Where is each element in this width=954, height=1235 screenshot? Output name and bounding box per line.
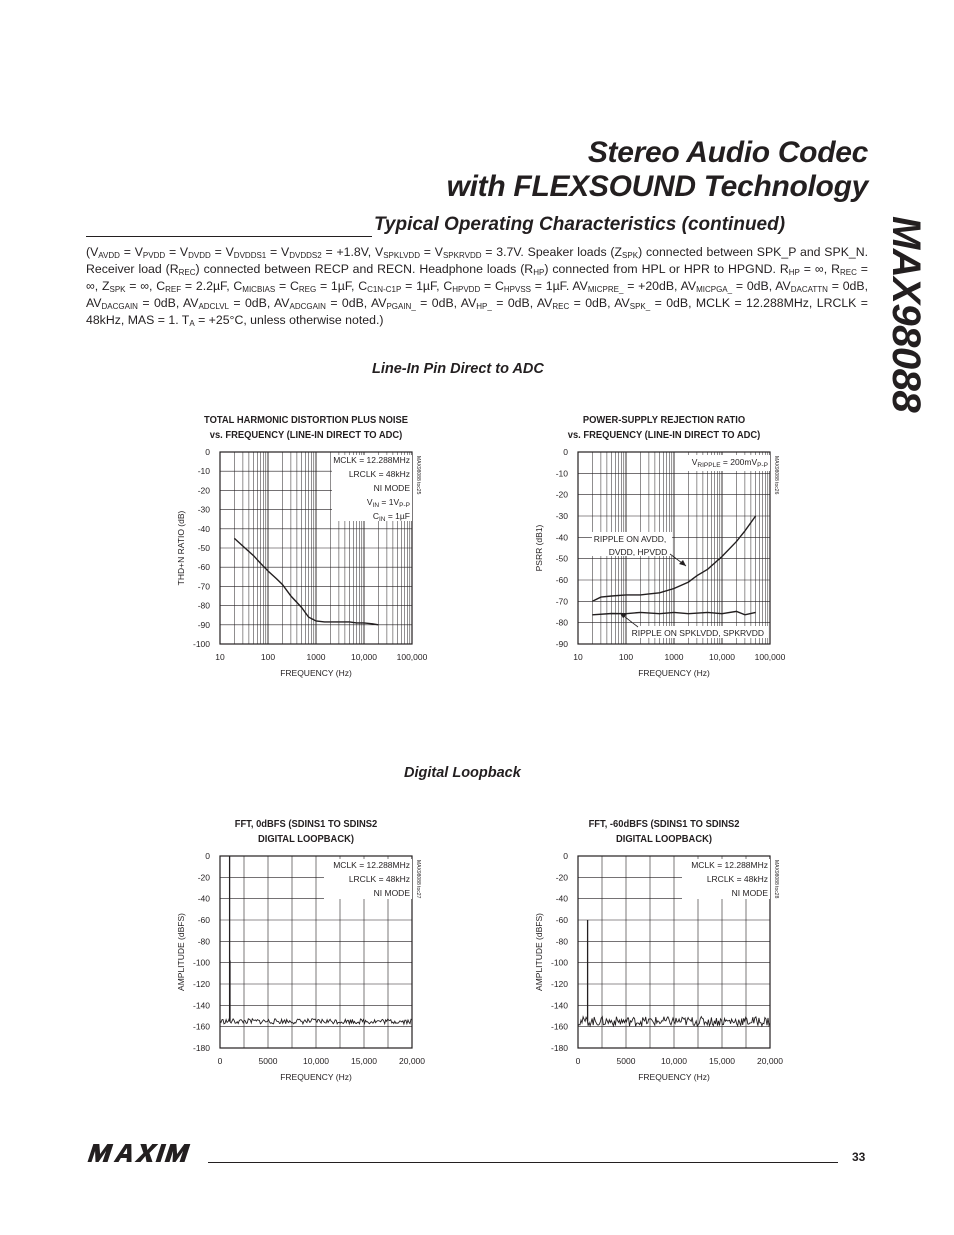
x-tick-label: 10,000 bbox=[661, 1056, 687, 1066]
chart-fft-0dbfs bbox=[170, 814, 460, 1094]
y-tick-label: -120 bbox=[192, 979, 210, 989]
maxim-logo-icon bbox=[86, 1142, 202, 1164]
y-axis-label: PSRR (dB1) bbox=[534, 524, 544, 572]
chart-annotation: $V_{IN} = 1V_{P-P}$ bbox=[366, 497, 410, 509]
chart-annotation: MCLK = 12.288MHz bbox=[333, 455, 410, 465]
y-tick-label: -20 bbox=[555, 872, 568, 883]
y-axis-label: AMPLITUDE (dBFS) bbox=[176, 913, 186, 991]
cond-text: = ∞, Z bbox=[86, 262, 868, 293]
cond-subscript: PGAIN_ bbox=[386, 302, 416, 311]
chart-title-line1: FFT, -60dBFS (SDINS1 TO SDINS2 bbox=[588, 819, 740, 830]
y-tick-label: -180 bbox=[192, 1043, 210, 1053]
cond-text: = 3.7V. Speaker loads (Z bbox=[481, 245, 623, 259]
cond-text: = ∞, R bbox=[799, 262, 840, 276]
chart-annotation: LRCLK = 48kHz bbox=[348, 469, 410, 479]
x-tick-label: 10,000 bbox=[303, 1056, 329, 1066]
cond-text: = +20dB, AV bbox=[623, 279, 697, 293]
x-tick-label: 10 bbox=[215, 652, 225, 662]
page-number: 33 bbox=[852, 1150, 866, 1164]
cond-subscript: DVDDS2 bbox=[289, 251, 322, 260]
section-line-in: Line-In Pin Direct to ADC bbox=[372, 361, 544, 377]
chart-psrr bbox=[528, 410, 818, 690]
x-axis-label: FREQUENCY (Hz) bbox=[280, 1072, 352, 1082]
x-tick-label: 100 bbox=[260, 652, 276, 662]
y-tick-label: -20 bbox=[197, 872, 210, 883]
x-tick-label: 5000 bbox=[258, 1056, 278, 1066]
chart-title-line1: TOTAL HARMONIC DISTORTION PLUS NOISE bbox=[204, 415, 408, 426]
y-tick-label: -20 bbox=[555, 489, 568, 500]
cond-text: = 0dB, AV bbox=[86, 279, 868, 310]
chart-annotation: $C_{IN} = 1\mu F$ bbox=[372, 511, 410, 523]
x-tick-label: 1000 bbox=[664, 652, 684, 662]
y-axis-label: THD+N RATIO (dB) bbox=[176, 510, 186, 586]
y-tick-label: -40 bbox=[197, 893, 210, 904]
fft-60dbfs-plot bbox=[528, 814, 818, 1094]
chart-code-label: MAX98088 toc26 bbox=[773, 456, 779, 495]
y-tick-label: 0 bbox=[563, 447, 568, 457]
chart-annotation: NI MODE bbox=[373, 483, 410, 493]
cond-subscript: DACATTN bbox=[790, 285, 828, 294]
section-heading: Typical Operating Characteristics (continued) bbox=[374, 214, 786, 235]
cond-subscript: REF bbox=[165, 285, 182, 294]
cond-subscript: HP bbox=[788, 268, 800, 277]
x-tick-label: 15,000 bbox=[351, 1056, 377, 1066]
y-tick-label: -70 bbox=[197, 581, 210, 592]
cond-subscript: SPKRVDD bbox=[442, 251, 482, 260]
cond-subscript: REG bbox=[298, 285, 317, 294]
y-tick-label: -70 bbox=[555, 596, 568, 607]
cond-text: = V bbox=[210, 245, 234, 259]
y-tick-label: -50 bbox=[197, 543, 210, 553]
cond-text: = 0dB, AV bbox=[569, 296, 630, 310]
y-tick-label: -80 bbox=[555, 936, 568, 947]
series-label-spk: RIPPLE ON SPKLVDD, SPKRVDD bbox=[631, 628, 764, 638]
psrr-plot bbox=[528, 410, 818, 690]
cond-subscript: SPK_ bbox=[629, 302, 651, 311]
cond-text: = C bbox=[480, 279, 504, 293]
cond-text: = C bbox=[275, 279, 299, 293]
y-tick-label: -100 bbox=[192, 639, 210, 649]
cond-subscript: HPVSS bbox=[503, 285, 531, 294]
x-tick-label: 100,000 bbox=[754, 652, 786, 662]
y-tick-label: -160 bbox=[550, 1021, 568, 1032]
leader-arrow bbox=[679, 560, 686, 566]
cond-subscript: REC bbox=[839, 268, 857, 277]
y-tick-label: -40 bbox=[555, 532, 568, 543]
y-tick-label: -180 bbox=[550, 1043, 568, 1053]
x-tick-label: 20,000 bbox=[757, 1056, 783, 1066]
doc-title-line1: Stereo Audio Codec bbox=[587, 136, 868, 169]
y-tick-label: -90 bbox=[197, 619, 210, 630]
cond-text: ) connected from HPL or HPR to HPGND. R bbox=[544, 262, 789, 276]
chart-code-label: MAX98088 toc27 bbox=[415, 860, 421, 899]
x-tick-label: 1000 bbox=[306, 652, 326, 662]
y-tick-label: -60 bbox=[555, 915, 568, 925]
chart-title-line1: POWER-SUPPLY REJECTION RATIO bbox=[582, 415, 746, 426]
x-tick-label: 10 bbox=[573, 652, 583, 662]
y-tick-label: -60 bbox=[555, 575, 568, 585]
chart-annotation: MCLK = 12.288MHz bbox=[691, 860, 768, 870]
y-tick-label: -80 bbox=[197, 936, 210, 947]
fft-0dbfs-plot bbox=[170, 814, 460, 1094]
x-tick-label: 10,000 bbox=[709, 652, 735, 662]
y-tick-label: -40 bbox=[555, 893, 568, 904]
chart-title-line1: FFT, 0dBFS (SDINS1 TO SDINS2 bbox=[234, 819, 378, 830]
cond-subscript: MICPRE_ bbox=[587, 285, 624, 294]
y-axis-label: AMPLITUDE (dBFS) bbox=[534, 913, 544, 991]
y-tick-label: -140 bbox=[192, 1000, 210, 1011]
chart-annotation: NI MODE bbox=[731, 888, 768, 898]
cond-subscript: DVDD bbox=[188, 251, 211, 260]
cond-text: = 0dB, MCLK = 12.288MHz, LRCLK = 48kHz, MAS = 1. T bbox=[86, 296, 868, 327]
cond-text: ) connected between RECP and RECN. Headphone loads (R bbox=[195, 262, 534, 276]
cond-subscript: MICBIAS bbox=[242, 285, 276, 294]
y-tick-label: -80 bbox=[197, 600, 210, 611]
cond-text: = 0dB, AV bbox=[732, 279, 791, 293]
thdn-plot bbox=[170, 410, 460, 690]
y-tick-label: 0 bbox=[563, 851, 568, 861]
cond-text: = 0dB, AV bbox=[325, 296, 387, 310]
cond-subscript: MICPGA_ bbox=[696, 285, 733, 294]
x-tick-label: 15,000 bbox=[709, 1056, 735, 1066]
cond-text: = V bbox=[119, 245, 143, 259]
maxim-logo-text: MAXIM bbox=[86, 1142, 90, 1143]
chart-title-line2: DIGITAL LOOPBACK) bbox=[258, 834, 354, 845]
cond-text: (V bbox=[86, 245, 99, 259]
test-conditions bbox=[86, 244, 868, 329]
cond-text: = 0dB, AV bbox=[228, 296, 290, 310]
y-tick-label: -160 bbox=[192, 1021, 210, 1032]
cond-subscript: DACGAIN bbox=[101, 302, 138, 311]
chart-title-line2: DIGITAL LOOPBACK) bbox=[616, 834, 712, 845]
chart-fft-60dbfs bbox=[528, 814, 818, 1094]
y-tick-label: -140 bbox=[550, 1000, 568, 1011]
series-label-avdd: RIPPLE ON AVDD, DVDD, HPVDD bbox=[593, 534, 668, 557]
y-tick-label: -30 bbox=[555, 511, 568, 521]
cond-subscript: HPVDD bbox=[452, 285, 481, 294]
x-tick-label: 100 bbox=[618, 652, 634, 662]
footer-rule bbox=[208, 1162, 838, 1163]
cond-text: = 1µF, C bbox=[401, 279, 453, 293]
x-tick-label: 100,000 bbox=[396, 652, 428, 662]
cond-subscript: REC bbox=[178, 268, 196, 277]
cond-subscript: REC bbox=[552, 302, 570, 311]
x-axis-label: FREQUENCY (Hz) bbox=[638, 1072, 710, 1082]
chart-annotation: $V_{RIPPLE} = 200mV_{P-P}$ bbox=[691, 457, 768, 469]
chart-annotation: MCLK = 12.288MHz bbox=[333, 860, 410, 870]
cond-text: = ∞, C bbox=[125, 279, 166, 293]
cond-subscript: SPKLVDD bbox=[383, 251, 420, 260]
cond-text: = 1µF, C bbox=[316, 279, 368, 293]
cond-text: = 1µF. AV bbox=[531, 279, 588, 293]
maxim-logo bbox=[86, 1142, 202, 1169]
chart-thdn bbox=[170, 410, 460, 690]
x-tick-label: 10,000 bbox=[351, 652, 377, 662]
cond-subscript: ADCLVL bbox=[198, 302, 229, 311]
y-tick-label: -60 bbox=[197, 915, 210, 925]
heading-rule bbox=[86, 236, 372, 237]
cond-subscript: C1N-C1P bbox=[367, 285, 402, 294]
y-tick-label: -10 bbox=[555, 468, 568, 479]
x-tick-label: 0 bbox=[575, 1056, 581, 1066]
cond-text: = +1.8V, V bbox=[321, 245, 384, 259]
y-tick-label: -90 bbox=[555, 639, 568, 649]
chart-title-line2: vs. FREQUENCY (LINE-IN DIRECT TO ADC) bbox=[567, 430, 761, 441]
y-tick-label: -30 bbox=[197, 504, 210, 515]
chart-annotation: LRCLK = 48kHz bbox=[348, 874, 410, 884]
y-tick-label: 0 bbox=[205, 447, 210, 457]
cond-text: = V bbox=[266, 245, 290, 259]
cond-text: = 0dB, AV bbox=[137, 296, 199, 310]
x-tick-label: 20,000 bbox=[399, 1056, 425, 1066]
cond-text: = V bbox=[165, 245, 189, 259]
y-tick-label: -50 bbox=[555, 553, 568, 564]
doc-title-line2: with FLEXSOUND Technology bbox=[446, 170, 868, 203]
cond-subscript: ADCGAIN bbox=[289, 302, 326, 311]
cond-text: ) connected between SPK_P and SPK_N. Receiver load (R bbox=[86, 245, 869, 276]
chart-code-label: MAX98088 toc25 bbox=[415, 456, 421, 495]
part-number-vertical: MAX98088 bbox=[884, 216, 928, 413]
cond-subscript: AVDD bbox=[98, 251, 120, 260]
y-tick-label: 0 bbox=[205, 851, 210, 861]
cond-subscript: PVDD bbox=[142, 251, 166, 260]
cond-text: = +25°C, unless otherwise noted.) bbox=[194, 313, 384, 327]
cond-text: = 0dB, AV bbox=[415, 296, 477, 310]
x-axis-label: FREQUENCY (Hz) bbox=[638, 668, 710, 678]
cond-text: = 0dB, AV bbox=[491, 296, 553, 310]
y-tick-label: -60 bbox=[197, 562, 210, 573]
y-tick-label: -20 bbox=[197, 485, 210, 496]
cond-text: = V bbox=[419, 245, 443, 259]
cond-subscript: DVDDS1 bbox=[233, 251, 267, 260]
y-tick-label: -100 bbox=[550, 957, 568, 968]
y-tick-label: -80 bbox=[555, 617, 568, 628]
chart-title-line2: vs. FREQUENCY (LINE-IN DIRECT TO ADC) bbox=[209, 430, 403, 441]
cond-subscript: A bbox=[189, 319, 195, 328]
x-axis-label: FREQUENCY (Hz) bbox=[280, 668, 352, 678]
y-tick-label: -10 bbox=[197, 466, 210, 477]
cond-subscript: SPK bbox=[622, 251, 639, 260]
chart-code-label: MAX98088 toc28 bbox=[773, 860, 779, 899]
cond-subscript: SPK bbox=[109, 285, 126, 294]
y-tick-label: -40 bbox=[197, 523, 210, 534]
cond-subscript: HP_ bbox=[476, 302, 492, 311]
section-loopback: Digital Loopback bbox=[404, 765, 521, 781]
chart-annotation: LRCLK = 48kHz bbox=[706, 874, 768, 884]
x-tick-label: 0 bbox=[217, 1056, 223, 1066]
chart-annotation: NI MODE bbox=[373, 888, 410, 898]
y-tick-label: -120 bbox=[550, 979, 568, 989]
cond-subscript: HP bbox=[533, 268, 545, 277]
cond-text: = 2.2µF, C bbox=[181, 279, 243, 293]
y-tick-label: -100 bbox=[192, 957, 210, 968]
x-tick-label: 5000 bbox=[616, 1056, 636, 1066]
